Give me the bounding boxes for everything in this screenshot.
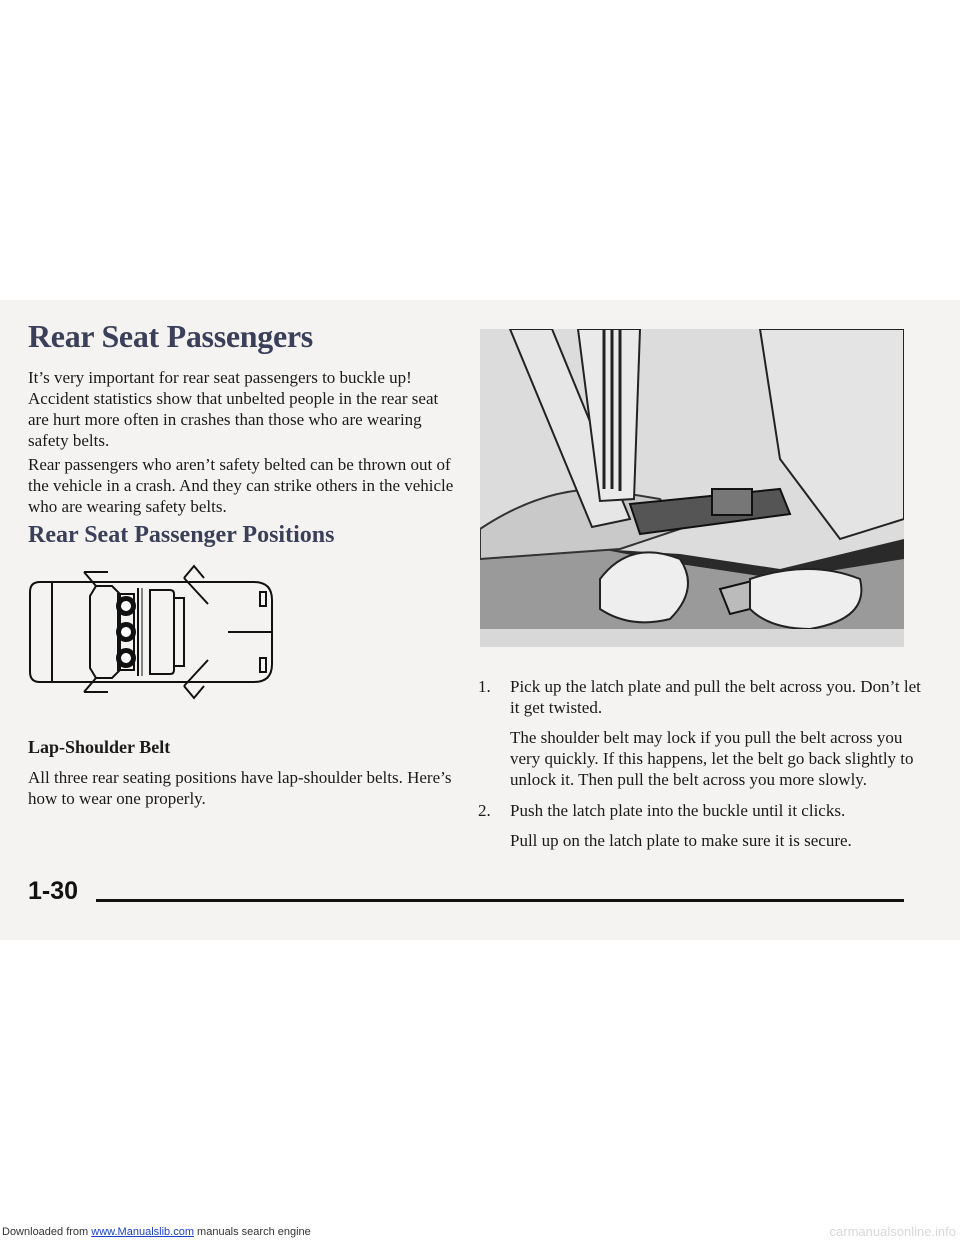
- page-title: Rear Seat Passengers: [28, 318, 313, 354]
- page-number: 1-30: [28, 877, 79, 905]
- step-note: The shoulder belt may lock if you pull the belt across you very quickly. If this happens, let the belt go back slightly to unlock it. Then pull the belt across you more slowly.: [510, 728, 914, 789]
- step-item: [478, 676, 928, 790]
- step-number: 2.: [478, 801, 491, 820]
- step-text: Push the latch plate into the buckle until it clicks.: [510, 801, 846, 820]
- step-number: 1.: [478, 677, 491, 696]
- download-banner: [2, 1226, 311, 1238]
- download-prefix: Downloaded from: [2, 1226, 89, 1238]
- step-text: Pick up the latch plate and pull the belt across you. Don’t let it get twisted.: [510, 677, 921, 717]
- risk-paragraph: Rear passengers who aren’t safety belted can be thrown out of the vehicle in a crash. And they can strike others in the vehicle who are wearing safety belts.: [28, 455, 454, 516]
- step-item: [478, 800, 928, 851]
- step-note: Pull up on the latch plate to make sure it is secure.: [510, 831, 852, 850]
- watermark: carmanualsonline.info: [829, 1224, 956, 1239]
- lap-shoulder-heading: Lap-Shoulder Belt: [28, 737, 171, 757]
- manualslib-link[interactable]: www.Manualslib.com: [91, 1226, 194, 1238]
- instruction-steps: [478, 676, 928, 851]
- footer-rule: [96, 899, 904, 902]
- download-suffix: manuals search engine: [197, 1226, 311, 1238]
- intro-paragraph: It’s very important for rear seat passengers to buckle up! Accident statistics show that unbelted people in the rear seat are hurt more often in crashes than those who are wearing safety belts.: [28, 368, 439, 450]
- positions-heading: Rear Seat Passenger Positions: [28, 522, 335, 548]
- seating-diagram: [22, 564, 282, 700]
- buckle-photo: [480, 329, 904, 647]
- lap-shoulder-paragraph: All three rear seating positions have lap-shoulder belts. Here’s how to wear one properly.: [28, 768, 452, 808]
